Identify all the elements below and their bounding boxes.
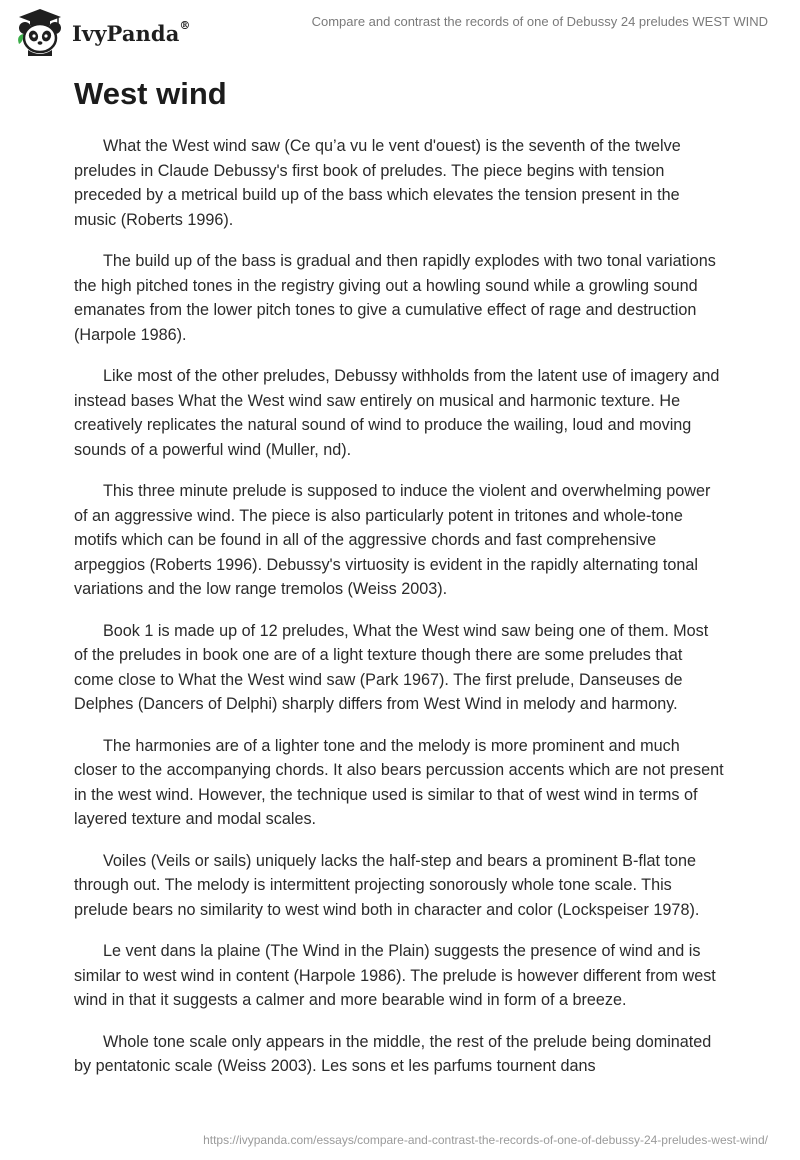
paragraph: What the West wind saw (Ce qu’a vu le vent d'ouest) is the seventh of the twelve preludes in Claude Debussy's first book of preludes. The piece begins with tension preceded by a metrical build up of the bass which elevates the tension present in the music (Roberts 1996). bbox=[74, 137, 681, 229]
page-header bbox=[0, 0, 800, 60]
paragraph: Le vent dans la plaine (The Wind in the Plain) suggests the presence of wind and is similar to west wind in content (Harpole 1986). The prelude is however different from west wind in that it suggests a calmer and more bearable wind in form of a breeze. bbox=[74, 942, 716, 1009]
paragraph: Book 1 is made up of 12 preludes, What the West wind saw being one of them. Most of the preludes in book one are of a light texture though there are some preludes that come close to What the West wind saw (Park 1967). The first prelude, Danseuses de Delphes (Dancers of Delphi) sharply differs from West Wind in melody and harmony. bbox=[74, 621, 709, 713]
brand-name: IvyPanda® bbox=[72, 18, 191, 46]
paragraph: The build up of the bass is gradual and then rapidly explodes with two tonal variations the high pitched tones in the registry giving out a howling sound while a growling sound emanates from the lower pitch tones to give a cumulative effect of rage and destruction (Harpole 1986). bbox=[74, 252, 716, 344]
article-body bbox=[74, 70, 726, 1096]
brand-logo[interactable] bbox=[14, 6, 191, 58]
paragraph: The harmonies are of a lighter tone and the melody is more prominent and much closer to the accompanying chords. It also bears percussion accents which are not present in the west wind. However, the technique used is similar to that of west wind in terms of layered texture and modal scales. bbox=[74, 736, 724, 828]
paragraph: Voiles (Veils or sails) uniquely lacks the half-step and bears a prominent B-flat tone through out. The melody is intermittent projecting sonorously whole tone scale. This prelude bears no similarity to west wind both in character and color (Lockspeiser 1978). bbox=[74, 851, 700, 919]
paragraph: Whole tone scale only appears in the middle, the rest of the prelude being dominated by pentatonic scale (Weiss 2003). Les sons et les parfums tournent dans bbox=[74, 1032, 712, 1075]
paragraph: Like most of the other preludes, Debussy withholds from the latent use of imagery and instead bases What the West wind saw entirely on musical and harmonic texture. He creatively replicates the natural sound of wind to produce the wailing, loud and moving sounds of a powerful wind (Muller, nd). bbox=[74, 367, 720, 459]
paragraph: This three minute prelude is supposed to induce the violent and overwhelming power of an aggressive wind. The piece is also particularly potent in tritones and whole-tone motifs which can be found in all of the aggressive chords and fast comprehensive arpeggios (Roberts 1996). Debussy's virtuosity is evident in the rapidly alternating tonal variations and the low range tremolos (Weiss 2003). bbox=[74, 482, 711, 598]
page-title: West wind bbox=[74, 76, 227, 111]
document-title: Compare and contrast the records of one of Debussy 24 preludes WEST WIND bbox=[311, 14, 768, 29]
source-url[interactable]: https://ivypanda.com/essays/compare-and-contrast-the-records-of-one-of-debussy-24-preludes-west-wind/ bbox=[203, 1133, 768, 1147]
panda-graduate-logo-icon bbox=[14, 6, 66, 58]
